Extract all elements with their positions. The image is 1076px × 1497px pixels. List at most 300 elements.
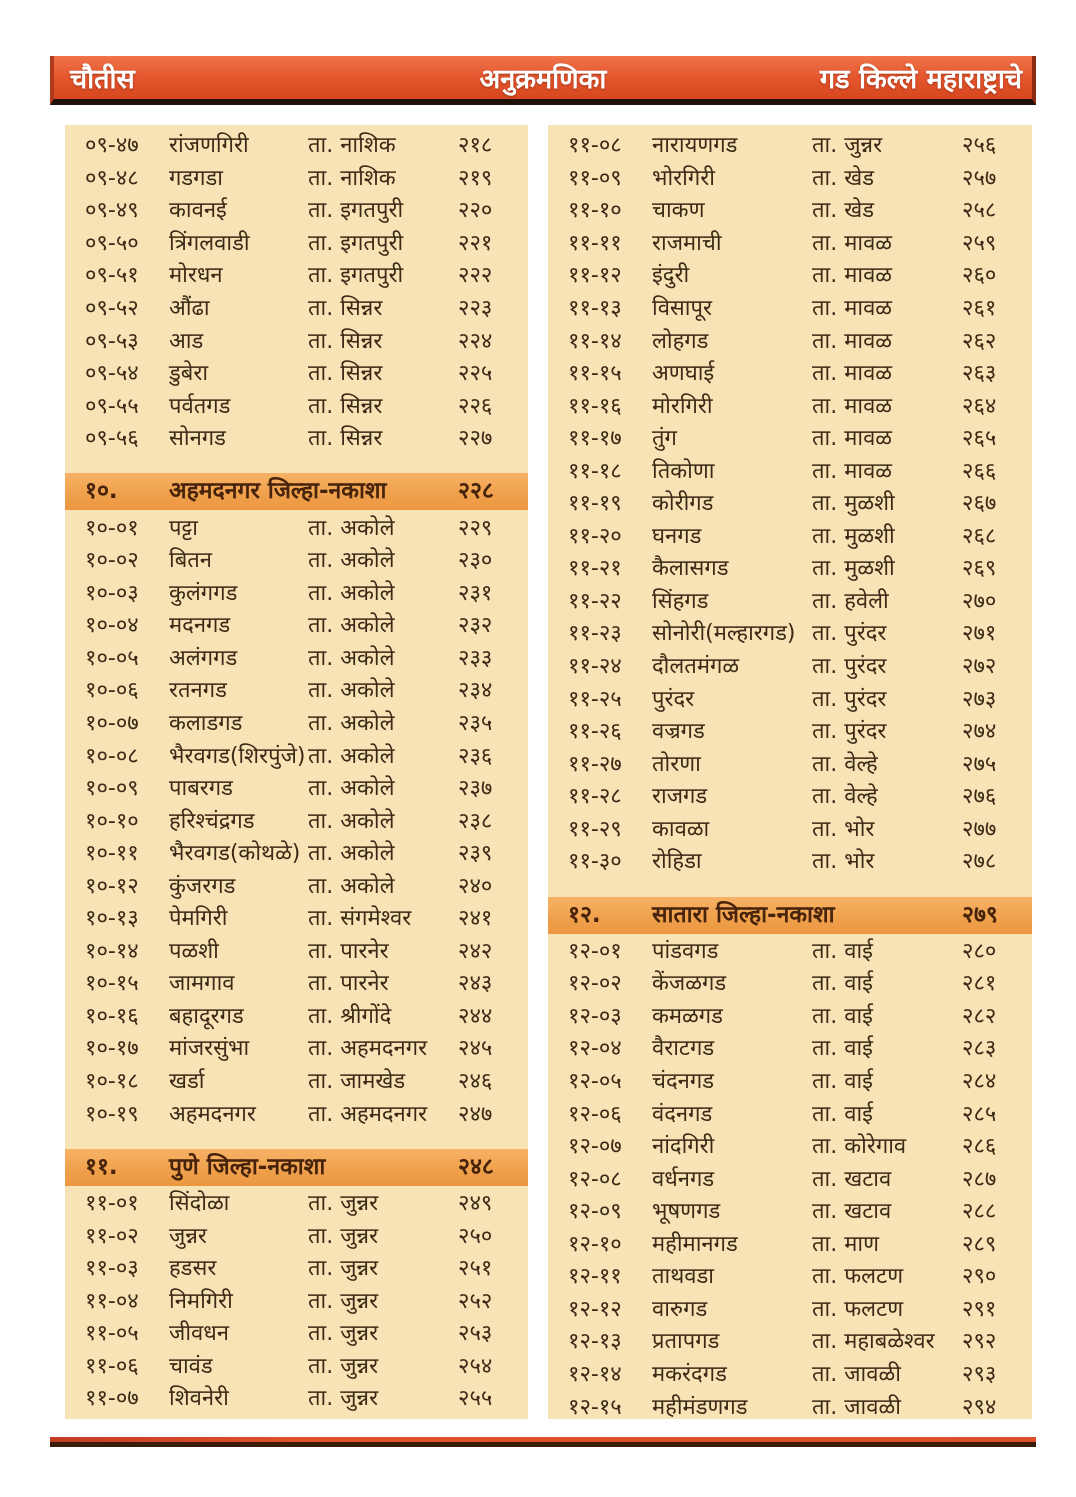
entry-page-number: २७५ xyxy=(962,751,997,777)
toc-entry-row xyxy=(548,553,1032,586)
entry-number: १०-१३ xyxy=(85,906,139,932)
entry-taluka: ता. वाई xyxy=(812,1036,873,1062)
entry-page-number: २२१ xyxy=(458,230,493,256)
entry-taluka: ता. खटाव xyxy=(812,1166,892,1192)
toc-entry-row xyxy=(65,1098,528,1131)
entry-taluka: ता. जुन्नर xyxy=(308,1321,379,1347)
entry-number: ११-०२ xyxy=(85,1223,139,1249)
entry-page-number: २३२ xyxy=(458,613,493,639)
toc-entry-row xyxy=(548,846,1032,879)
entry-taluka: ता. जामखेड xyxy=(308,1069,406,1095)
entry-fort-name: रांजणगिरी xyxy=(169,133,249,159)
entry-number: १०-११ xyxy=(85,841,139,867)
entry-number: ११-२० xyxy=(568,523,622,549)
entry-taluka: ता. इगतपुरी xyxy=(308,198,404,224)
entry-taluka: ता. जुन्नर xyxy=(308,1256,379,1282)
toc-entry-row xyxy=(65,130,528,163)
entry-taluka: ता. अकोले xyxy=(308,776,395,802)
entry-fort-name: कमळगड xyxy=(652,1003,723,1029)
entry-fort-name: कावनई xyxy=(169,198,227,224)
entry-taluka: ता. जुन्नर xyxy=(308,1223,379,1249)
entry-taluka: ता. श्रीगोंदे xyxy=(308,1003,392,1029)
toc-entry-row xyxy=(548,1033,1032,1066)
entry-fort-name: नांदगिरी xyxy=(652,1134,715,1160)
entry-fort-name: भैरवगड(कोथळे) xyxy=(169,841,301,867)
entry-fort-name: खर्डा xyxy=(169,1069,205,1095)
entry-fort-name: तोरणा xyxy=(652,751,701,777)
entry-taluka: ता. वाई xyxy=(812,1069,873,1095)
entry-fort-name: जुन्नर xyxy=(169,1223,207,1249)
toc-entry-row xyxy=(548,293,1032,326)
entry-number: ११-०६ xyxy=(85,1353,139,1379)
toc-entry-row xyxy=(548,423,1032,456)
entry-fort-name: कैलासगड xyxy=(652,556,729,582)
entry-number: ११-०४ xyxy=(85,1288,139,1314)
entry-page-number: २८८ xyxy=(962,1199,997,1225)
entry-fort-name: भूषणगड xyxy=(652,1199,721,1225)
entry-number: ११-२५ xyxy=(568,686,622,712)
toc-column-right xyxy=(548,125,1032,1419)
toc-entry-row xyxy=(548,1196,1032,1229)
toc-entry-row xyxy=(548,1163,1032,1196)
toc-entry-row xyxy=(65,358,528,391)
entry-fort-name: घनगड xyxy=(652,523,702,549)
entry-fort-name: वैराटगड xyxy=(652,1036,715,1062)
entry-taluka: ता. सिन्नर xyxy=(308,328,383,354)
toc-entry-row xyxy=(65,1286,528,1319)
entry-number: १०-०१ xyxy=(85,515,139,541)
toc-entry-row xyxy=(548,1001,1032,1034)
entry-taluka: ता. पारनेर xyxy=(308,971,389,997)
entry-fort-name: सोनगड xyxy=(169,426,226,452)
entry-page-number: २८६ xyxy=(962,1134,997,1160)
entry-taluka: ता. खटाव xyxy=(812,1199,892,1225)
entry-number: ११-१७ xyxy=(568,426,622,452)
entry-number: ११-२६ xyxy=(568,719,622,745)
entry-taluka: ता. वाई xyxy=(812,1101,873,1127)
toc-entry-row xyxy=(65,390,528,423)
entry-page-number: २५८ xyxy=(962,198,997,224)
entry-page-number: २३५ xyxy=(458,711,493,737)
entry-fort-name: बितन xyxy=(169,548,213,574)
entry-taluka: ता. जुन्नर xyxy=(308,1191,379,1217)
entry-taluka: ता. इगतपुरी xyxy=(308,230,404,256)
toc-entry-row xyxy=(548,1261,1032,1294)
toc-entry-row xyxy=(65,228,528,261)
toc-entry-row xyxy=(65,423,528,456)
entry-taluka: ता. पारनेर xyxy=(308,938,389,964)
entry-number: ११-१४ xyxy=(568,328,622,354)
toc-entry-row xyxy=(548,228,1032,261)
entry-page-number: २७० xyxy=(962,588,997,614)
toc-entry-row xyxy=(548,1098,1032,1131)
entry-taluka: ता. पुरंदर xyxy=(812,621,887,647)
entry-taluka: ता. मावळ xyxy=(812,230,893,256)
toc-entry-row xyxy=(548,1359,1032,1392)
entry-fort-name: चंदनगड xyxy=(652,1069,715,1095)
entry-fort-name: जामगाव xyxy=(169,971,235,997)
entry-fort-name: मोरधन xyxy=(169,263,223,289)
toc-entry-row xyxy=(548,521,1032,554)
entry-number: ०९-५० xyxy=(85,230,139,256)
entry-number: ११-१२ xyxy=(568,263,622,289)
entry-taluka: ता. अकोले xyxy=(308,548,395,574)
section-header-row xyxy=(548,897,1032,934)
toc-entry-row xyxy=(548,781,1032,814)
entry-fort-name: डुबेरा xyxy=(169,361,209,387)
entry-fort-name: सोनोरी(मल्हारगड) xyxy=(652,621,796,647)
entry-number: ११-०५ xyxy=(85,1321,139,1347)
entry-page-number: २१९ xyxy=(458,165,493,191)
entry-taluka: ता. भोर xyxy=(812,849,875,875)
entry-fort-name: भोरगिरी xyxy=(652,165,715,191)
entry-fort-name: जीवधन xyxy=(169,1321,229,1347)
toc-entry-row xyxy=(548,163,1032,196)
section-number: १२. xyxy=(568,901,601,928)
entry-number: ११-१९ xyxy=(568,491,622,517)
toc-entry-row xyxy=(548,1391,1032,1419)
entry-fort-name: आड xyxy=(169,328,204,354)
entry-fort-name: अहमदनगर xyxy=(169,1101,256,1127)
entry-page-number: २३७ xyxy=(458,776,493,802)
entry-page-number: २८७ xyxy=(962,1166,997,1192)
entry-fort-name: चावंड xyxy=(169,1353,213,1379)
entry-number: ११-२९ xyxy=(568,816,622,842)
toc-entry-row xyxy=(548,1326,1032,1359)
entry-fort-name: नारायणगड xyxy=(652,133,738,159)
entry-number: १२-१४ xyxy=(568,1361,622,1387)
entry-number: ११-११ xyxy=(568,230,622,256)
entry-number: ०९-५६ xyxy=(85,426,139,452)
entry-page-number: २३० xyxy=(458,548,493,574)
entry-taluka: ता. सिन्नर xyxy=(308,296,383,321)
toc-entry-row xyxy=(65,740,528,773)
entry-number: ११-१० xyxy=(568,198,622,224)
entry-fort-name: राजमाची xyxy=(652,230,722,256)
toc-entry-row xyxy=(548,455,1032,488)
entry-page-number: २४६ xyxy=(458,1069,493,1095)
entry-page-number: २६७ xyxy=(962,491,997,517)
entry-page-number: २७६ xyxy=(962,784,997,810)
toc-entry-row xyxy=(65,260,528,293)
toc-entry-row xyxy=(65,805,528,838)
entry-taluka: ता. मुळशी xyxy=(812,491,895,517)
entry-page-number: २७१ xyxy=(962,621,997,647)
toc-entry-row xyxy=(65,610,528,643)
toc-entry-row xyxy=(548,1229,1032,1262)
entry-page-number: २२० xyxy=(458,198,493,224)
entry-number: १२-१० xyxy=(568,1231,622,1257)
section-header-row xyxy=(65,1149,528,1186)
entry-number: ११-०९ xyxy=(568,165,622,191)
toc-entry-row xyxy=(548,586,1032,619)
entry-number: १०-०२ xyxy=(85,548,139,574)
toc-entry-row xyxy=(548,358,1032,391)
entry-page-number: २६९ xyxy=(962,556,997,582)
entry-number: १२-०६ xyxy=(568,1101,622,1127)
entry-fort-name: महीमंडणगड xyxy=(652,1394,748,1419)
entry-taluka: ता. अकोले xyxy=(308,613,395,639)
section-title: पुणे जिल्हा-नकाशा xyxy=(169,1153,326,1180)
entry-number: १२-१५ xyxy=(568,1394,622,1419)
entry-number: ११-२३ xyxy=(568,621,622,647)
entry-fort-name: सिंदोळा xyxy=(169,1191,230,1217)
entry-taluka: ता. मावळ xyxy=(812,458,893,484)
toc-entry-row xyxy=(548,1131,1032,1164)
entry-taluka: ता. महाबळेश्वर xyxy=(812,1329,935,1355)
entry-fort-name: कावळा xyxy=(652,816,710,842)
entry-number: १०-०४ xyxy=(85,613,139,639)
entry-fort-name: अलंगगड xyxy=(169,645,238,671)
entry-page-number: २९२ xyxy=(962,1329,997,1355)
entry-number: ११-०८ xyxy=(568,133,622,159)
entry-page-number: २६८ xyxy=(962,523,997,549)
entry-fort-name: पेमगिरी xyxy=(169,906,228,932)
toc-entry-row xyxy=(65,325,528,358)
section-number: ११. xyxy=(85,1153,118,1180)
entry-page-number: २५२ xyxy=(458,1288,493,1314)
entry-number: ११-१३ xyxy=(568,296,622,321)
entry-fort-name: प्रतापगड xyxy=(652,1329,720,1355)
entry-number: १०-१६ xyxy=(85,1003,139,1029)
toc-entry-row xyxy=(65,838,528,871)
section-title: सातारा जिल्हा-नकाशा xyxy=(652,901,835,928)
entry-number: १०-०९ xyxy=(85,776,139,802)
entry-taluka: ता. खेड xyxy=(812,165,874,191)
toc-entry-row xyxy=(548,390,1032,423)
entry-page-number: २१८ xyxy=(458,133,493,159)
entry-page-number: २२९ xyxy=(458,515,493,541)
entry-number: १२-०८ xyxy=(568,1166,622,1192)
entry-taluka: ता. अकोले xyxy=(308,580,395,606)
entry-fort-name: तिकोणा xyxy=(652,458,715,484)
entry-taluka: ता. भोर xyxy=(812,816,875,842)
entry-number: ११-१८ xyxy=(568,458,622,484)
toc-entry-row xyxy=(548,748,1032,781)
entry-number: ०९-४७ xyxy=(85,133,139,159)
entry-page-number: २३३ xyxy=(458,645,493,671)
entry-fort-name: कलाडगड xyxy=(169,711,243,737)
toc-entry-row xyxy=(65,1220,528,1253)
entry-fort-name: केंजळगड xyxy=(652,971,727,997)
entry-number: १०-०६ xyxy=(85,678,139,704)
entry-page-number: २६६ xyxy=(962,458,997,484)
entry-fort-name: पट्टा xyxy=(169,515,198,541)
entry-fort-name: कुंजरगड xyxy=(169,873,236,899)
entry-taluka: ता. खेड xyxy=(812,198,874,224)
entry-page-number: २९० xyxy=(962,1264,997,1290)
entry-number: १२-०५ xyxy=(568,1069,622,1095)
toc-entry-row xyxy=(65,708,528,741)
section-page-number: २२८ xyxy=(458,478,494,505)
entry-page-number: २२३ xyxy=(458,296,493,321)
entry-fort-name: मोरगिरी xyxy=(652,393,713,419)
toc-entry-row xyxy=(65,1351,528,1384)
entry-fort-name: सिंहगड xyxy=(652,588,709,614)
toc-entry-row xyxy=(65,1253,528,1286)
entry-number: १२-१२ xyxy=(568,1296,622,1322)
section-number: १०. xyxy=(85,478,118,505)
entry-number: १२-०१ xyxy=(568,938,622,964)
toc-entry-row xyxy=(548,618,1032,651)
toc-entry-row xyxy=(548,813,1032,846)
entry-number: ११-२८ xyxy=(568,784,622,810)
entry-page-number: २७३ xyxy=(962,686,997,712)
entry-page-number: २६१ xyxy=(962,296,997,321)
footer-rule xyxy=(50,1437,1036,1447)
entry-page-number: २७८ xyxy=(962,849,997,875)
entry-page-number: २२७ xyxy=(458,426,493,452)
entry-number: १०-१४ xyxy=(85,938,139,964)
entry-fort-name: राजगड xyxy=(652,784,708,810)
entry-page-number: २७४ xyxy=(962,719,997,745)
toc-entry-row xyxy=(65,1033,528,1066)
entry-page-number: २३४ xyxy=(458,678,493,704)
entry-page-number: २८४ xyxy=(962,1069,997,1095)
entry-number: ११-१५ xyxy=(568,361,622,387)
entry-number: ११-२७ xyxy=(568,751,622,777)
entry-page-number: २२६ xyxy=(458,393,493,419)
entry-taluka: ता. नाशिक xyxy=(308,165,396,191)
entry-fort-name: निमगिरी xyxy=(169,1288,233,1314)
entry-page-number: २५३ xyxy=(458,1321,493,1347)
entry-number: १२-१३ xyxy=(568,1329,622,1355)
entry-number: ११-३० xyxy=(568,849,622,875)
entry-fort-name: मांजरसुंभा xyxy=(169,1036,250,1062)
entry-taluka: ता. मावळ xyxy=(812,426,893,452)
entry-fort-name: वंदनगड xyxy=(652,1101,713,1127)
toc-entry-row xyxy=(548,488,1032,521)
toc-entry-row xyxy=(65,1318,528,1351)
toc-column-left xyxy=(65,125,528,1419)
entry-page-number: २८२ xyxy=(962,1003,997,1029)
entry-taluka: ता. अकोले xyxy=(308,873,395,899)
entry-number: ११-१६ xyxy=(568,393,622,419)
entry-number: १०-०८ xyxy=(85,743,139,769)
entry-taluka: ता. जुन्नर xyxy=(308,1288,379,1314)
toc-entry-row xyxy=(65,545,528,578)
page-number-word: चौतीस xyxy=(70,64,135,95)
entry-taluka: ता. कोरेगाव xyxy=(812,1134,907,1160)
entry-page-number: २६५ xyxy=(962,426,997,452)
entry-page-number: २८९ xyxy=(962,1231,997,1257)
entry-page-number: २७७ xyxy=(962,816,997,842)
entry-page-number: २४३ xyxy=(458,971,493,997)
entry-fort-name: वारुगड xyxy=(652,1296,708,1322)
entry-fort-name: विसापूर xyxy=(652,296,712,321)
entry-fort-name: हडसर xyxy=(169,1256,217,1282)
entry-fort-name: औंढा xyxy=(169,296,210,321)
entry-fort-name: पांडवगड xyxy=(652,938,719,964)
toc-entry-row xyxy=(548,716,1032,749)
entry-taluka: ता. नाशिक xyxy=(308,133,396,159)
entry-number: १२-११ xyxy=(568,1264,622,1290)
entry-page-number: २९४ xyxy=(962,1394,997,1419)
entry-fort-name: दौलतमंगळ xyxy=(652,654,740,680)
entry-taluka: ता. वाई xyxy=(812,938,873,964)
entry-taluka: ता. जावळी xyxy=(812,1394,901,1419)
toc-entry-row xyxy=(65,195,528,228)
entry-fort-name: पुरंदर xyxy=(652,686,695,712)
entry-page-number: २४० xyxy=(458,873,493,899)
entry-page-number: २२२ xyxy=(458,263,493,289)
entry-taluka: ता. मावळ xyxy=(812,328,893,354)
entry-number: ११-२१ xyxy=(568,556,622,582)
entry-taluka: ता. अहमदनगर xyxy=(308,1036,428,1062)
entry-taluka: ता. पुरंदर xyxy=(812,654,887,680)
entry-number: १२-०२ xyxy=(568,971,622,997)
entry-page-number: २५१ xyxy=(458,1256,493,1282)
toc-entry-row xyxy=(65,773,528,806)
entry-number: ०९-५३ xyxy=(85,328,139,354)
entry-page-number: २३६ xyxy=(458,743,493,769)
toc-entry-row xyxy=(548,936,1032,969)
entry-taluka: ता. माण xyxy=(812,1231,879,1257)
entry-number: ०९-४९ xyxy=(85,198,139,224)
entry-fort-name: लोहगड xyxy=(652,328,709,354)
entry-page-number: २५० xyxy=(458,1223,493,1249)
page-header-bar xyxy=(50,56,1036,105)
toc-entry-row xyxy=(65,1001,528,1034)
toc-entry-row xyxy=(65,968,528,1001)
entry-number: ११-०३ xyxy=(85,1256,139,1282)
toc-entry-row xyxy=(548,325,1032,358)
toc-entry-row xyxy=(548,260,1032,293)
entry-page-number: २३९ xyxy=(458,841,493,867)
entry-number: १०-१० xyxy=(85,808,139,834)
toc-entry-row xyxy=(548,1294,1032,1327)
entry-taluka: ता. मावळ xyxy=(812,393,893,419)
entry-fort-name: पळशी xyxy=(169,938,219,964)
toc-entry-row xyxy=(65,163,528,196)
toc-entry-row xyxy=(65,903,528,936)
entry-taluka: ता. सिन्नर xyxy=(308,393,383,419)
entry-fort-name: पाबरगड xyxy=(169,776,233,802)
page-title: अनुक्रमणिका xyxy=(479,64,607,95)
entry-number: १०-०५ xyxy=(85,645,139,671)
entry-taluka: ता. मावळ xyxy=(812,361,893,387)
toc-entry-row xyxy=(65,1383,528,1416)
entry-taluka: ता. अकोले xyxy=(308,711,395,737)
section-title: अहमदनगर जिल्हा-नकाशा xyxy=(169,478,387,505)
entry-taluka: ता. मावळ xyxy=(812,263,893,289)
entry-page-number: २६० xyxy=(962,263,997,289)
entry-fort-name: हरिश्चंद्रगड xyxy=(169,808,255,834)
entry-fort-name: रोहिडा xyxy=(652,849,702,875)
entry-page-number: २८१ xyxy=(962,971,997,997)
entry-taluka: ता. अकोले xyxy=(308,515,395,541)
entry-page-number: २३८ xyxy=(458,808,493,834)
entry-fort-name: मकरंदगड xyxy=(652,1361,727,1387)
entry-page-number: २९३ xyxy=(962,1361,997,1387)
entry-fort-name: ताथवडा xyxy=(652,1264,714,1290)
entry-taluka: ता. अकोले xyxy=(308,743,395,769)
entry-page-number: २९१ xyxy=(962,1296,997,1322)
entry-taluka: ता. अकोले xyxy=(308,678,395,704)
entry-page-number: २५४ xyxy=(458,1353,493,1379)
entry-page-number: २८० xyxy=(962,938,997,964)
entry-page-number: २२४ xyxy=(458,328,493,354)
entry-fort-name: शिवनेरी xyxy=(169,1386,229,1412)
entry-fort-name: चाकण xyxy=(652,198,705,224)
entry-number: ११-०१ xyxy=(85,1191,139,1217)
entry-number: ०९-४८ xyxy=(85,165,139,191)
toc-entry-row xyxy=(65,936,528,969)
entry-fort-name: त्रिंगलवाडी xyxy=(169,230,250,256)
entry-fort-name: रतनगड xyxy=(169,678,227,704)
entry-taluka: ता. जुन्नर xyxy=(308,1386,379,1412)
toc-entry-row xyxy=(548,651,1032,684)
